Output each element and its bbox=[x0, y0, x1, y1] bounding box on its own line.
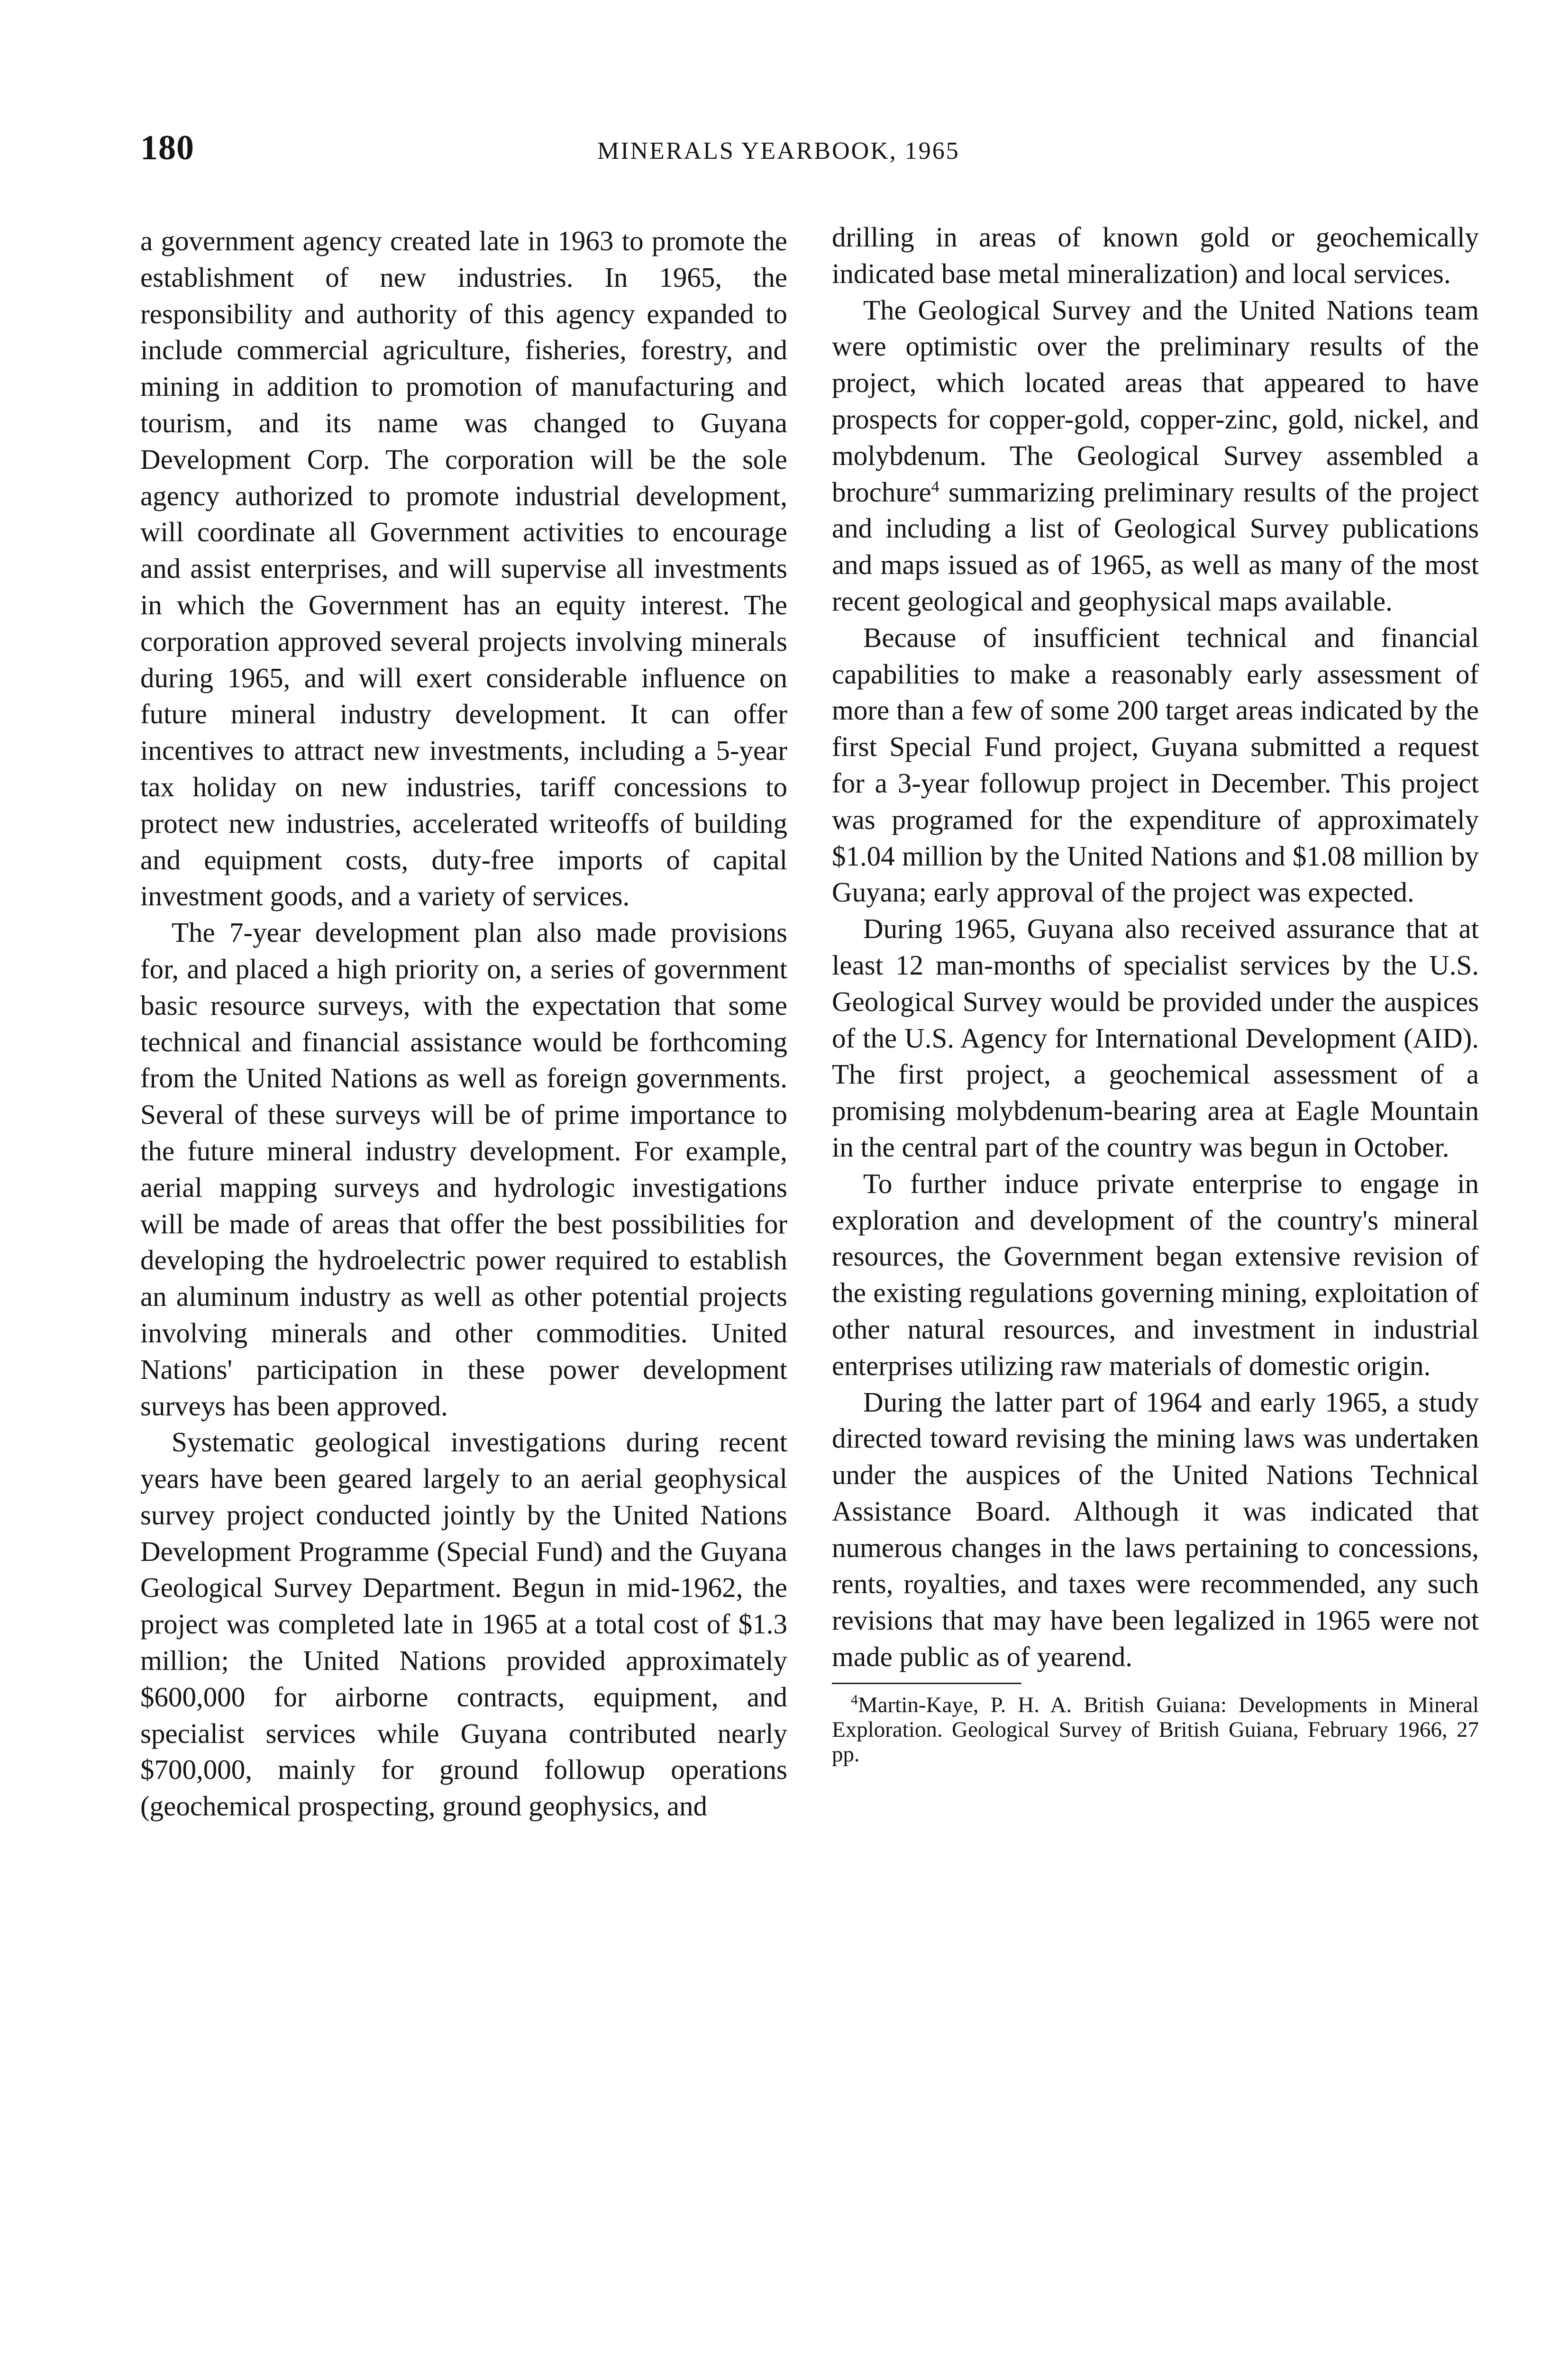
left-column bbox=[140, 223, 787, 1824]
running-title: MINERALS YEARBOOK, 1965 bbox=[597, 137, 960, 164]
page-number: 180 bbox=[140, 128, 194, 167]
left-paragraph-3: Systematic geological investigations during recent years have been geared largely to an aerial geophysical survey project conducted jointly by the United Nations Development Programme (Special Fund) and the Guyana Geological Survey Department. Begun in mid-1962, the project was completed late in 1965 at a total cost of $1.3 million; the United Nations provided approximately $600,000 for airborne contracts, equipment, and specialist services while Guyana contributed nearly $700,000, mainly for ground followup operations (geochemical prospecting, ground geophysics, and bbox=[140, 1426, 787, 1822]
footnote-marker: 4 bbox=[851, 1692, 858, 1708]
left-paragraph-2: The 7-year development plan also made provisions for, and placed a high priority on, a series of government basic resource surveys, with the expectation that some technical and financial assistance would be forthcoming from the United Nations as well as foreign governments. Several of these surveys will be of prime importance to the future mineral industry development. For example, aerial mapping surveys and hydrologic investigations will be made of areas that offer the best possibilities for developing the hydroelectric power required to establish an aluminum industry as well as other potential projects involving minerals and other commodities. United Nations' participation in these power development surveys has been approved. bbox=[140, 917, 787, 1422]
footnote bbox=[832, 1693, 1479, 1767]
footnote-divider bbox=[832, 1683, 1021, 1684]
right-paragraph-1: drilling in areas of known gold or geochemically indicated base metal mineralization) and local services. bbox=[832, 221, 1479, 289]
footnote-reference[interactable]: 4 bbox=[931, 477, 939, 495]
right-paragraph-3: Because of insufficient technical and financial capabilities to make a reasonably early assessment of more than a few of some 200 target areas indicated by the first Special Fund project, Guyana submitted a request for a 3-year followup project in December. This project was programed for the expenditure of approximately $1.04 million by the United Nations and $1.08 million by Guyana; early approval of the project was expected. bbox=[832, 621, 1479, 908]
footnote-text: Martin-Kaye, P. H. A. British Guiana: Developments in Mineral Exploration. Geological Survey of British Guiana, February 1966, 27 pp. bbox=[832, 1692, 1479, 1767]
right-column bbox=[832, 219, 1479, 1767]
left-paragraph-1: a government agency created late in 1963 to promote the establishment of new industries. In 1965, the responsibility and authority of this agency expanded to include commercial agriculture, fisheries, forestry, and mining in addition to promotion of manufacturing and tourism, and its name was changed to Guyana Development Corp. The corporation will be the sole agency authorized to promote industrial development, will coordinate all Government activities to encourage and assist enterprises, and will supervise all investments in which the Government has an equity interest. The corporation approved several projects involving minerals during 1965, and will exert considerable influence on future mineral industry development. It can offer incentives to attract new investments, including a 5-year tax holiday on new industries, tariff concessions to protect new industries, accelerated writeoffs of building and equipment costs, duty-free imports of capital investment goods, and a variety of services. bbox=[140, 225, 787, 912]
right-paragraph-2 bbox=[832, 292, 1479, 620]
right-paragraph-5: To further induce private enterprise to engage in exploration and development of the country's mineral resources, the Government began extensive revision of the existing regulations governing mining, exploitation of other natural resources, and investment in industrial enterprises utilizing raw materials of domestic origin. bbox=[832, 1167, 1479, 1381]
right-paragraph-2-continuation: summarizing preliminary results of the project and including a list of Geological Survey publications and maps issued as of 1965, as well as many of the most recent geological and geophysical maps available. bbox=[832, 476, 1479, 617]
right-paragraph-6: During the latter part of 1964 and early 1965, a study directed toward revising the mining laws was undertaken under the auspices of the United Nations Technical Assistance Board. Although it was indicated that numerous changes in the laws pertaining to concessions, rents, royalties, and taxes were recommended, any such revisions that may have been legalized in 1965 were not made public as of yearend. bbox=[832, 1386, 1479, 1673]
right-paragraph-2-text: The Geological Survey and the United Nations team were optimistic over the preliminary results of the project, which located areas that appeared to have prospects for copper-gold, copper-zinc, gold, nickel, and molybdenum. The Geological Survey assembled a brochure bbox=[832, 294, 1479, 508]
right-paragraph-4: During 1965, Guyana also received assurance that at least 12 man-months of specialist services by the U.S. Geological Survey would be provided under the auspices of the U.S. Agency for International Development (AID). The first project, a geochemical assessment of a promising molybdenum-bearing area at Eagle Mountain in the central part of the country was begun in October. bbox=[832, 913, 1479, 1163]
